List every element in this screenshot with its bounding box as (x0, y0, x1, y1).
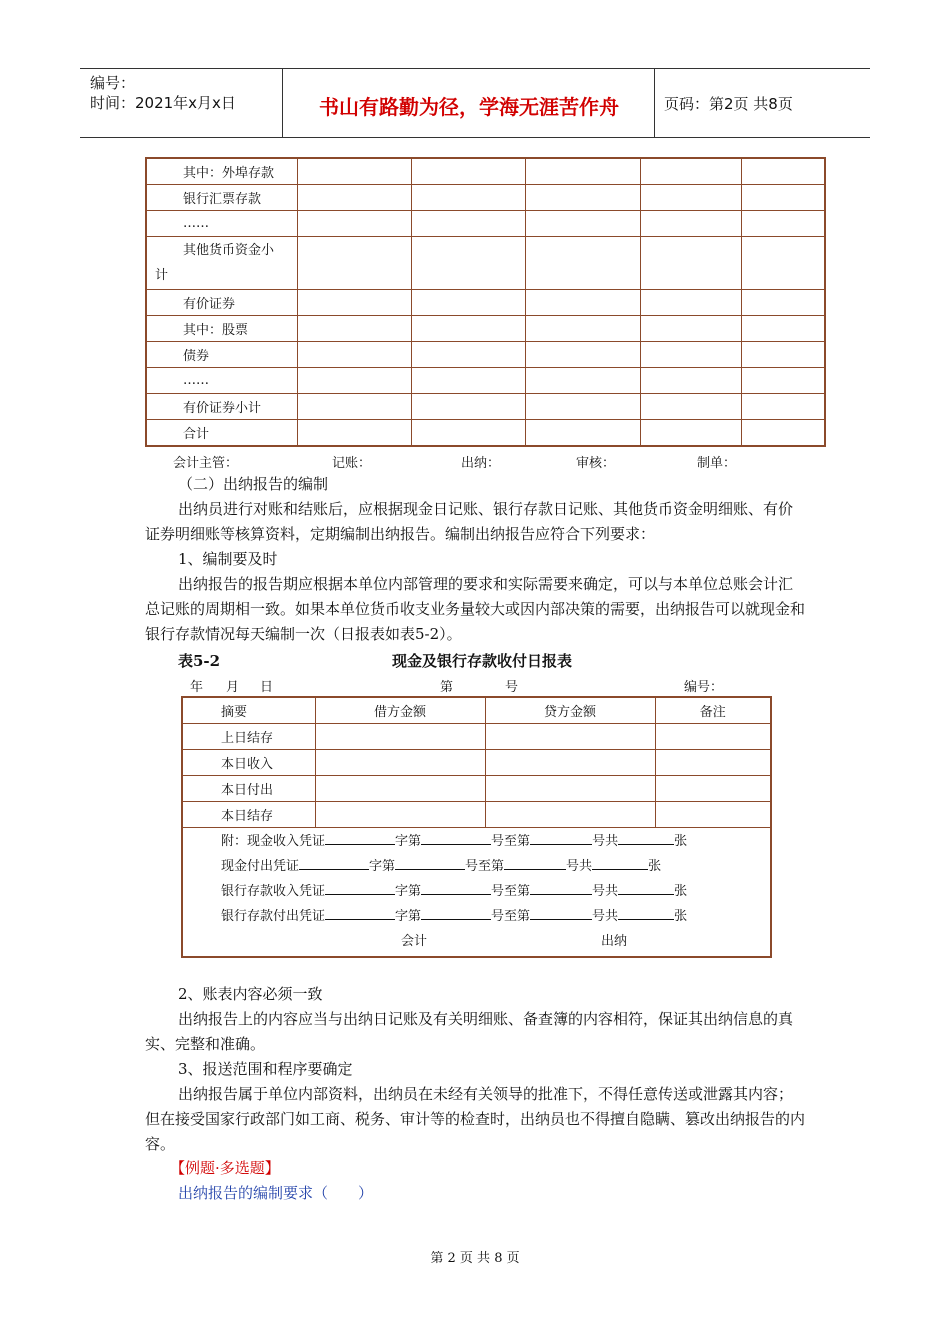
table-row (146, 211, 825, 237)
table-header-row (182, 697, 771, 724)
example-label: 【例题·多选题】 (170, 1159, 280, 1177)
row-label: 债券 (146, 342, 298, 368)
table-row (146, 290, 825, 316)
row-label: …… (146, 211, 298, 237)
table-row (146, 185, 825, 211)
header-remarks: 备注 (655, 697, 771, 724)
sign-bookkeeper: 记账： (332, 456, 372, 471)
requirement-title: 2、账表内容必须一致 (178, 985, 323, 1003)
sign-cashier: 出纳： (461, 456, 501, 471)
voucher-line: 银行存款付出凭证 字第 号至第 号共 张 (221, 904, 770, 929)
code-label: 编号： (684, 680, 724, 695)
sign-accounting: 会计 (401, 934, 428, 949)
row-label: 本日收入 (182, 750, 315, 776)
header-meta (90, 73, 236, 113)
daily-report-table (181, 696, 772, 958)
date-day: 日 (260, 680, 274, 695)
table-row (182, 750, 771, 776)
paragraph: 出纳员进行对账和结账后，应根据现金日记账、银行存款日记账、其他货币资金明细账、有价证券明细账等核算资料，定期编制出纳报告。编制出纳报告应符合下列要求： (145, 500, 794, 543)
sign-accounting-supervisor: 会计主管： (173, 456, 239, 471)
table-row (146, 342, 825, 368)
header-page-label: 页码：第2页 共8页 (664, 95, 793, 113)
table-row (146, 368, 825, 394)
table-title: 现金及银行存款收付日报表 (392, 652, 573, 670)
table-row (146, 394, 825, 420)
page-footer: 第 2 页 共 8 页 (430, 1251, 520, 1266)
table-row (146, 237, 825, 290)
voucher-line: 银行存款收入凭证 字第 号至第 号共 张 (221, 879, 770, 904)
row-label: 合计 (146, 420, 298, 447)
row-label: …… (146, 368, 298, 394)
serial-suffix: 号 (505, 680, 519, 695)
header-credit: 贷方金额 (485, 697, 655, 724)
requirement-title: 3、报送范围和程序要确定 (178, 1060, 353, 1078)
table-sign-line (221, 929, 770, 954)
row-label: 本日结存 (182, 802, 315, 828)
page-header (80, 68, 870, 138)
date-month: 月 (226, 680, 240, 695)
row-label: 其中：外埠存款 (146, 158, 298, 185)
date-year: 年 (190, 680, 204, 695)
table-row (182, 724, 771, 750)
table-row (146, 420, 825, 447)
header-debit: 借方金额 (315, 697, 485, 724)
row-label: 本日付出 (182, 776, 315, 802)
table-row (146, 316, 825, 342)
paragraph: 出纳报告上的内容应当与出纳日记账及有关明细账、备查簿的内容相符，保证其出纳信息的真实、完整和准确。 (145, 1010, 794, 1053)
serial-prefix: 第 (440, 680, 454, 695)
row-label: 有价证券 (146, 290, 298, 316)
table-row (182, 776, 771, 802)
paragraph: 出纳报告属于单位内部资料，出纳员在未经有关领导的批准下，不得任意传送或泄露其内容；但在接受国家行政部门如工商、税务、审计等的检查时，出纳员也不得擅自隐瞒、篡改出纳报告的内容。 (145, 1085, 806, 1153)
time-label: 时间：2021年x月x日 (90, 94, 236, 112)
question-text: 出纳报告的编制要求（ ） (178, 1184, 374, 1202)
row-label: 银行汇票存款 (146, 185, 298, 211)
requirement-title: 1、编制要及时 (178, 550, 278, 568)
row-label: 有价证券小计 (146, 394, 298, 420)
voucher-line: 现金付出凭证 字第 号至第 号共 张 (221, 854, 770, 879)
attachment-row (182, 828, 771, 958)
table-number: 表5-2 (178, 652, 221, 670)
number-label: 编号： (90, 74, 136, 92)
sign-reviewer: 审核： (576, 456, 616, 471)
voucher-line: 附：现金收入凭证 字第 号至第 号共 张 (221, 829, 770, 854)
attachment-cell (182, 828, 771, 958)
sign-preparer: 制单： (697, 456, 737, 471)
table-row (146, 158, 825, 185)
header-motto: 书山有路勤为径，学海无涯苦作舟 (319, 95, 619, 119)
row-label: 上日结存 (182, 724, 315, 750)
row-label: 其中：股票 (146, 316, 298, 342)
paragraph: 出纳报告的报告期应根据本单位内部管理的要求和实际需要来确定，可以与本单位总账会计汇总记账的周期相一致。如果本单位货币收支业务量较大或因内部决策的需要，出纳报告可以就现金和银行存款情况每天编制一次（日报表如表5-2）。 (145, 575, 806, 643)
sign-cashier-table: 出纳 (601, 934, 628, 949)
header-summary: 摘要 (182, 697, 315, 724)
table-row (182, 802, 771, 828)
securities-table (145, 157, 826, 447)
row-label-subtotal: 其他货币资金小 计 (146, 237, 298, 290)
section-title: （二）出纳报告的编制 (178, 475, 329, 493)
